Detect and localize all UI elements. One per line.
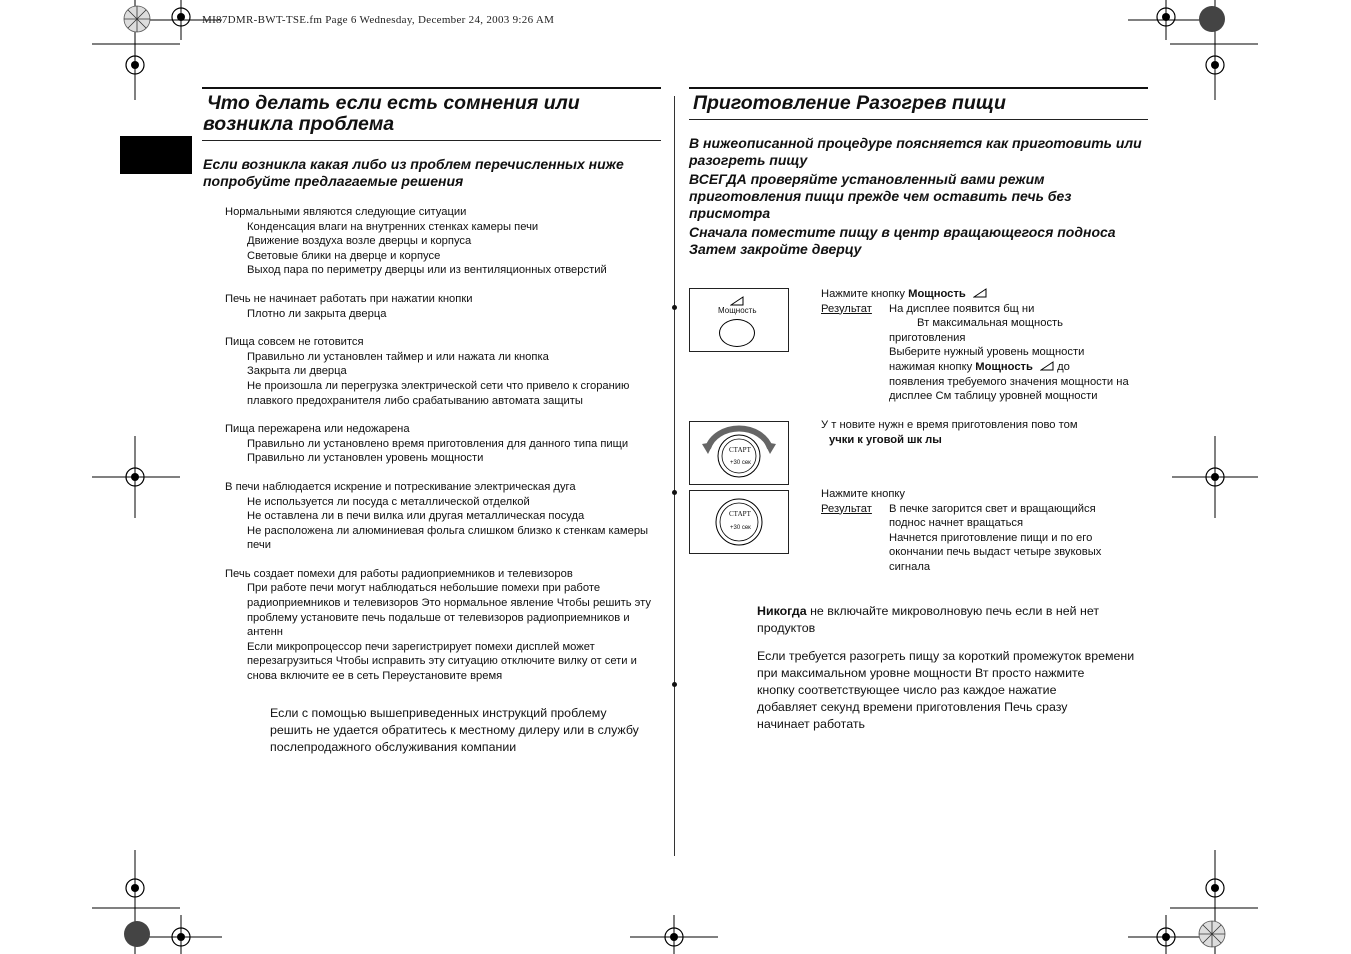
trouble-item-sub: Если микропроцессор печи зарегистрирует помехи дисплей может перезагрузиться Чтобы исправить эту ситуацию отключите вилку от сети и снова включите ее в сеть Переустановите время bbox=[247, 640, 637, 683]
step1-r1: На дисплее появится бщ ни bbox=[889, 302, 1035, 315]
right-title: Приготовление Разогрев пищи bbox=[693, 92, 1006, 114]
right-lead-3: Сначала поместите пищу в центр вращающегося подноса Затем закройте дверцу bbox=[689, 224, 1116, 257]
start-sub-label: +30 сек bbox=[730, 525, 751, 531]
note-reheat bbox=[757, 648, 1157, 733]
bullet-dot bbox=[672, 490, 677, 495]
step2-line2: учки к уговой шк лы bbox=[829, 433, 942, 446]
left-title-line2: возникла проблема bbox=[203, 113, 395, 135]
section-tab bbox=[120, 136, 192, 174]
trouble-item-head: Пища совсем не готовится bbox=[225, 336, 364, 349]
left-note: Если с помощью вышеприведенных инструкций проблему решить не удается обратитесь к местному дилеру или в службу послепродажного обслуживания компании bbox=[270, 706, 639, 754]
trouble-item-sub: Не произошла ли перегрузка электрической сети что привело к сгоранию плавкого предохранителя либо срабатыванию автомата защиты bbox=[247, 379, 630, 407]
note-reheat-l1: Если требуется разогреть пищу за короткий промежуток времени bbox=[757, 649, 1135, 663]
note-never-rest: не включайте микроволновую печь если в ней нет bbox=[806, 604, 1100, 618]
result-label: Результат bbox=[821, 302, 872, 315]
step-start bbox=[821, 487, 1151, 575]
step1-r5-post: до bbox=[1054, 360, 1070, 373]
note-reheat-l3: кнопку соответствующее число раз каждое нажатие bbox=[757, 683, 1057, 697]
trouble-item bbox=[225, 335, 665, 408]
note-never-line2: продуктов bbox=[757, 621, 816, 635]
trouble-item-sub: При работе печи могут наблюдаться небольшие помехи при работе радиоприемников и телевизоров Это нормальное явление Чтобы решить эту проблему установите печь подальше от телевизоров радиоприемников и антенн bbox=[247, 582, 651, 639]
right-title-bottom-rule bbox=[689, 119, 1148, 120]
step3-line: Нажмите кнопку bbox=[821, 488, 906, 500]
trouble-item-sub: Световые блики на дверце и корпусе bbox=[247, 249, 441, 262]
trouble-item-sub: Движение воздуха возле дверцы и корпуса bbox=[247, 235, 472, 248]
trouble-item-sub: Правильно ли установлен уровень мощности bbox=[247, 452, 484, 465]
dial-panel-illustration bbox=[689, 421, 789, 485]
trouble-item-sub: Правильно ли установлен таймер и или нажата ли кнопка bbox=[247, 350, 549, 363]
step-power bbox=[821, 287, 1151, 404]
trouble-item-head: В печи наблюдается искрение и потрескивание электрическая дуга bbox=[225, 480, 576, 493]
step3-r1: В печке загорится свет и вращающийся bbox=[889, 502, 1096, 515]
left-title-top-rule bbox=[202, 87, 661, 89]
step1-r6: появления требуемого значения мощности на bbox=[889, 375, 1129, 388]
right-lead-2: ВСЕГДА проверяйте установленный вами режим приготовления пищи прежде чем оставить печь без присмотра bbox=[689, 171, 1072, 221]
trouble-item-sub: Не оставлена ли в печи вилка или другая металлическая посуда bbox=[247, 510, 585, 523]
troubleshooting-list bbox=[225, 205, 665, 698]
left-lead: Если возникла какая либо из проблем перечисленных ниже попробуйте предлагаемые решения bbox=[203, 156, 624, 189]
step2-line1: У т новите нужн е время приготовления пово том bbox=[821, 419, 1078, 431]
trouble-item bbox=[225, 422, 665, 466]
power-panel-illustration bbox=[689, 288, 789, 352]
dial-sub-label: +30 сек bbox=[730, 460, 751, 466]
step3-r5: сигнала bbox=[889, 560, 931, 573]
dial-start-label: СТАРТ bbox=[729, 446, 751, 454]
note-never-bold: Никогда bbox=[757, 604, 807, 618]
step1-r5-bold: Мощность bbox=[975, 360, 1033, 373]
left-title bbox=[203, 93, 663, 135]
start-label: СТАРТ bbox=[729, 510, 751, 518]
power-triangle-icon bbox=[730, 296, 744, 306]
step1-line: Нажмите кнопку bbox=[821, 288, 909, 300]
trouble-item-sub: Выход пара по периметру дверцы или из вентиляционных отверстий bbox=[247, 264, 607, 277]
bullet-dot bbox=[672, 305, 677, 310]
power-label: Мощность bbox=[718, 306, 757, 315]
note-reheat-l4: добавляет секунд времени приготовления Печь сразу bbox=[757, 700, 1068, 714]
trouble-item-sub: Правильно ли установлено время приготовления для данного типа пищи bbox=[247, 437, 629, 450]
power-triangle-icon bbox=[1040, 361, 1054, 371]
trouble-item bbox=[225, 567, 665, 684]
step1-r4: Выберите нужный уровень мощности bbox=[889, 346, 1085, 359]
column-divider bbox=[674, 96, 675, 856]
trouble-item bbox=[225, 205, 665, 278]
step1-line-bold: Мощность bbox=[908, 288, 966, 300]
power-triangle-icon bbox=[973, 288, 987, 298]
step3-r2: поднос начнет вращаться bbox=[889, 517, 1024, 530]
trouble-item-sub: Закрыта ли дверца bbox=[247, 365, 347, 378]
trouble-item-sub: Конденсация влаги на внутренних стенках камеры печи bbox=[247, 220, 539, 233]
step3-r3: Начнется приготовление пищи и по его bbox=[889, 531, 1093, 544]
trouble-item bbox=[225, 292, 665, 321]
step1-r3: приготовления bbox=[889, 331, 966, 344]
file-header: MI87DMR-BWT-TSE.fm Page 6 Wednesday, December 24, 2003 9:26 AM bbox=[202, 14, 555, 26]
right-lead bbox=[689, 135, 1151, 258]
right-title-top-rule bbox=[689, 87, 1148, 89]
left-title-line1: Что делать если есть сомнения или bbox=[207, 92, 580, 114]
power-button-shape bbox=[719, 319, 755, 347]
trouble-item-sub: Не используется ли посуда с металлической отделкой bbox=[247, 495, 530, 508]
trouble-item-head: Нормальными являются следующие ситуации bbox=[225, 206, 467, 218]
trouble-item-head: Печь не начинает работать при нажатии кнопки bbox=[225, 292, 473, 305]
step-dial bbox=[821, 418, 1151, 447]
bullet-dot bbox=[672, 682, 677, 687]
trouble-item-sub: Плотно ли закрыта дверца bbox=[247, 307, 387, 320]
step3-r4: окончании печь выдаст четыре звуковых bbox=[889, 546, 1102, 559]
trouble-item bbox=[225, 480, 665, 553]
note-never bbox=[757, 603, 1157, 637]
trouble-item-head: Пища пережарена или недожарена bbox=[225, 423, 410, 436]
step1-r5-pre: нажимая кнопку bbox=[889, 360, 976, 373]
trouble-item-sub: Не расположена ли алюминиевая фольга слишком близко к стенкам камеры печи bbox=[247, 524, 649, 552]
trouble-item-head: Печь создает помехи для работы радиоприемников и телевизоров bbox=[225, 567, 573, 580]
start-dial-icon bbox=[690, 491, 788, 553]
step1-r7: дисплее См таблицу уровней мощности bbox=[889, 390, 1098, 403]
note-reheat-l5: начинает работать bbox=[757, 717, 865, 731]
result-label: Результат bbox=[821, 502, 872, 515]
start-panel-illustration bbox=[689, 490, 789, 554]
step1-r2: Вт максимальная мощность bbox=[917, 317, 1063, 330]
right-lead-1: В нижеописанной процедуре поясняется как приготовить или разогреть пищу bbox=[689, 135, 1142, 168]
note-reheat-l2: при максимальном уровне мощности Вт просто нажмите bbox=[757, 666, 1085, 680]
left-title-bottom-rule bbox=[202, 140, 661, 141]
